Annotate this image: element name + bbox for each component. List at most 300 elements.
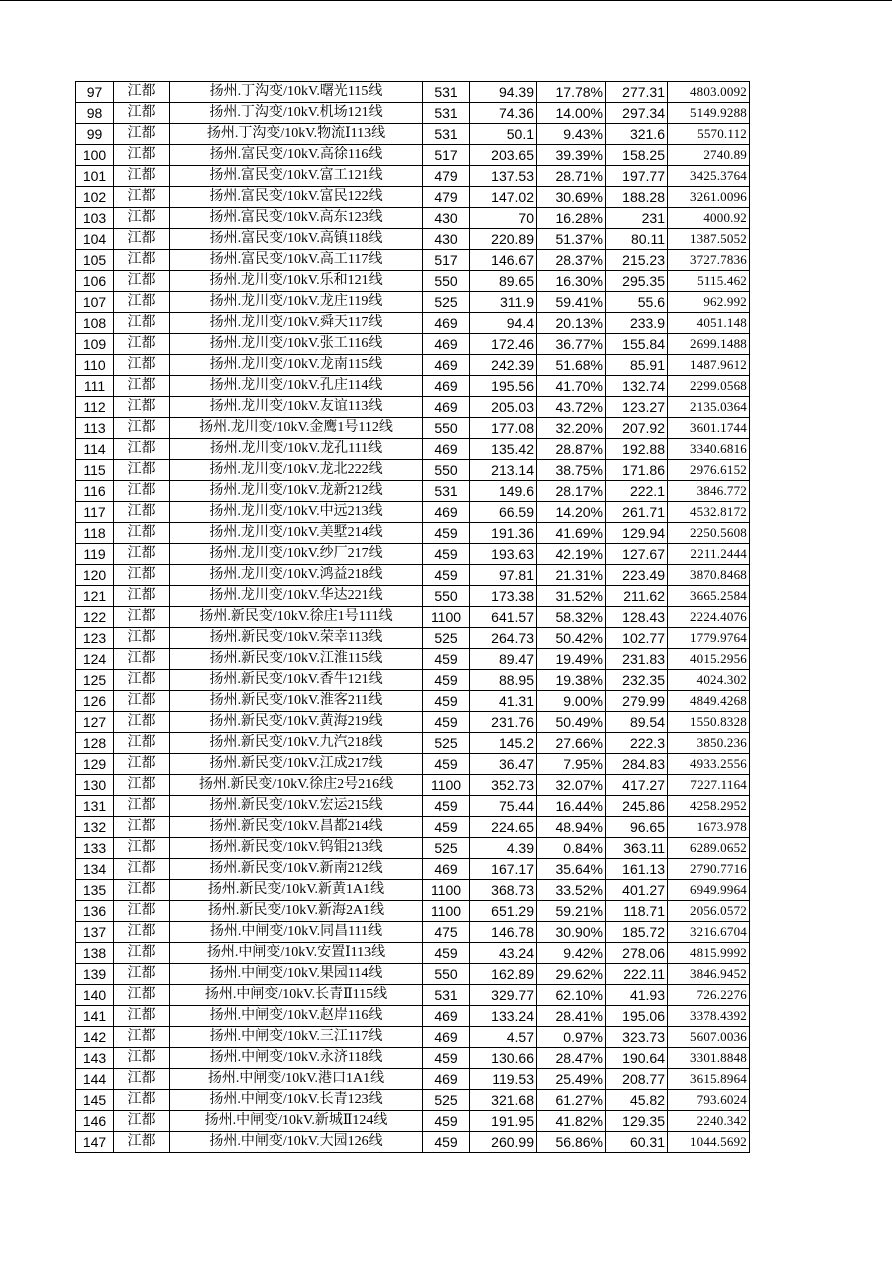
remaining-capacity-cell: 295.35 xyxy=(606,271,668,292)
load-rate-cell: 48.94% xyxy=(537,817,606,838)
feeder-name-cell: 扬州.新民变/10kV.淮客211线 xyxy=(170,691,423,712)
value-cell: 5149.9288 xyxy=(668,103,750,124)
feeder-name-cell: 扬州.龙川变/10kV.美墅214线 xyxy=(170,523,423,544)
feeder-name-cell: 扬州.龙川变/10kV.龙庄119线 xyxy=(170,292,423,313)
load-cell: 191.36 xyxy=(470,523,537,544)
remaining-capacity-cell: 297.34 xyxy=(606,103,668,124)
feeder-name-cell: 扬州.龙川变/10kV.孔庄114线 xyxy=(170,376,423,397)
load-rate-cell: 16.28% xyxy=(537,208,606,229)
district-cell: 江都 xyxy=(114,754,170,775)
value-cell: 4815.9992 xyxy=(668,943,750,964)
remaining-capacity-cell: 85.91 xyxy=(606,355,668,376)
load-rate-cell: 41.69% xyxy=(537,523,606,544)
feeder-name-cell: 扬州.龙川变/10kV.龙北222线 xyxy=(170,460,423,481)
table-row xyxy=(76,355,750,376)
capacity-cell: 469 xyxy=(423,355,470,376)
row-number: 130 xyxy=(76,775,114,796)
district-cell: 江都 xyxy=(114,796,170,817)
value-cell: 3261.0096 xyxy=(668,187,750,208)
load-cell: 167.17 xyxy=(470,859,537,880)
row-number: 134 xyxy=(76,859,114,880)
row-number: 102 xyxy=(76,187,114,208)
value-cell: 2790.7716 xyxy=(668,859,750,880)
table-row xyxy=(76,103,750,124)
table-row xyxy=(76,208,750,229)
district-cell: 江都 xyxy=(114,1048,170,1069)
load-rate-cell: 42.19% xyxy=(537,544,606,565)
capacity-cell: 459 xyxy=(423,1132,470,1153)
capacity-cell: 469 xyxy=(423,376,470,397)
feeder-name-cell: 扬州.龙川变/10kV.龙南115线 xyxy=(170,355,423,376)
load-rate-cell: 28.47% xyxy=(537,1048,606,1069)
district-cell: 江都 xyxy=(114,1006,170,1027)
value-cell: 793.6024 xyxy=(668,1090,750,1111)
district-cell: 江都 xyxy=(114,838,170,859)
district-cell: 江都 xyxy=(114,1027,170,1048)
row-number: 146 xyxy=(76,1111,114,1132)
feeder-name-cell: 扬州.新民变/10kV.黄海219线 xyxy=(170,712,423,733)
remaining-capacity-cell: 222.1 xyxy=(606,481,668,502)
table-row xyxy=(76,628,750,649)
value-cell: 4933.2556 xyxy=(668,754,750,775)
load-rate-cell: 35.64% xyxy=(537,859,606,880)
capacity-cell: 469 xyxy=(423,1006,470,1027)
load-rate-cell: 36.77% xyxy=(537,334,606,355)
remaining-capacity-cell: 207.92 xyxy=(606,418,668,439)
feeder-name-cell: 扬州.新民变/10kV.徐庄1号111线 xyxy=(170,607,423,628)
feeder-name-cell: 扬州.中闸变/10kV.同昌111线 xyxy=(170,922,423,943)
load-cell: 137.53 xyxy=(470,166,537,187)
capacity-cell: 459 xyxy=(423,649,470,670)
capacity-cell: 469 xyxy=(423,313,470,334)
capacity-cell: 550 xyxy=(423,460,470,481)
table-row xyxy=(76,775,750,796)
capacity-cell: 469 xyxy=(423,1027,470,1048)
value-cell: 3870.8468 xyxy=(668,565,750,586)
load-rate-cell: 50.49% xyxy=(537,712,606,733)
capacity-cell: 550 xyxy=(423,586,470,607)
row-number: 125 xyxy=(76,670,114,691)
load-cell: 162.89 xyxy=(470,964,537,985)
row-number: 113 xyxy=(76,418,114,439)
row-number: 145 xyxy=(76,1090,114,1111)
load-rate-cell: 39.39% xyxy=(537,145,606,166)
feeder-name-cell: 扬州.富民变/10kV.高工117线 xyxy=(170,250,423,271)
feeder-name-cell: 扬州.龙川变/10kV.龙孔111线 xyxy=(170,439,423,460)
capacity-cell: 1100 xyxy=(423,775,470,796)
row-number: 118 xyxy=(76,523,114,544)
load-cell: 66.59 xyxy=(470,502,537,523)
district-cell: 江都 xyxy=(114,733,170,754)
district-cell: 江都 xyxy=(114,628,170,649)
table-row xyxy=(76,754,750,775)
value-cell: 1550.8328 xyxy=(668,712,750,733)
value-cell: 2699.1488 xyxy=(668,334,750,355)
value-cell: 1044.5692 xyxy=(668,1132,750,1153)
value-cell: 2299.0568 xyxy=(668,376,750,397)
load-cell: 4.39 xyxy=(470,838,537,859)
row-number: 121 xyxy=(76,586,114,607)
row-number: 107 xyxy=(76,292,114,313)
capacity-cell: 479 xyxy=(423,187,470,208)
value-cell: 2976.6152 xyxy=(668,460,750,481)
load-rate-cell: 41.70% xyxy=(537,376,606,397)
table-row xyxy=(76,250,750,271)
remaining-capacity-cell: 161.13 xyxy=(606,859,668,880)
value-cell: 3378.4392 xyxy=(668,1006,750,1027)
page-top-border xyxy=(0,0,892,1)
load-rate-cell: 51.68% xyxy=(537,355,606,376)
load-rate-cell: 28.41% xyxy=(537,1006,606,1027)
load-cell: 651.29 xyxy=(470,901,537,922)
capacity-cell: 525 xyxy=(423,1090,470,1111)
row-number: 108 xyxy=(76,313,114,334)
value-cell: 3340.6816 xyxy=(668,439,750,460)
table-row xyxy=(76,607,750,628)
row-number: 115 xyxy=(76,460,114,481)
table-row xyxy=(76,271,750,292)
district-cell: 江都 xyxy=(114,712,170,733)
remaining-capacity-cell: 278.06 xyxy=(606,943,668,964)
load-rate-cell: 30.69% xyxy=(537,187,606,208)
remaining-capacity-cell: 323.73 xyxy=(606,1027,668,1048)
feeder-name-cell: 扬州.丁沟变/10kV.曙光115线 xyxy=(170,82,423,103)
row-number: 141 xyxy=(76,1006,114,1027)
remaining-capacity-cell: 190.64 xyxy=(606,1048,668,1069)
value-cell: 2240.342 xyxy=(668,1111,750,1132)
value-cell: 4051.148 xyxy=(668,313,750,334)
remaining-capacity-cell: 128.43 xyxy=(606,607,668,628)
load-cell: 260.99 xyxy=(470,1132,537,1153)
load-rate-cell: 59.41% xyxy=(537,292,606,313)
capacity-cell: 469 xyxy=(423,1069,470,1090)
load-cell: 88.95 xyxy=(470,670,537,691)
district-cell: 江都 xyxy=(114,964,170,985)
row-number: 114 xyxy=(76,439,114,460)
table-row xyxy=(76,733,750,754)
load-rate-cell: 14.20% xyxy=(537,502,606,523)
table-row xyxy=(76,481,750,502)
district-cell: 江都 xyxy=(114,208,170,229)
load-cell: 94.39 xyxy=(470,82,537,103)
district-cell: 江都 xyxy=(114,985,170,1006)
district-cell: 江都 xyxy=(114,1111,170,1132)
load-rate-cell: 0.97% xyxy=(537,1027,606,1048)
remaining-capacity-cell: 233.9 xyxy=(606,313,668,334)
load-rate-cell: 9.00% xyxy=(537,691,606,712)
remaining-capacity-cell: 132.74 xyxy=(606,376,668,397)
district-cell: 江都 xyxy=(114,166,170,187)
load-rate-cell: 28.37% xyxy=(537,250,606,271)
capacity-cell: 459 xyxy=(423,691,470,712)
remaining-capacity-cell: 123.27 xyxy=(606,397,668,418)
load-cell: 329.77 xyxy=(470,985,537,1006)
remaining-capacity-cell: 129.94 xyxy=(606,523,668,544)
row-number: 100 xyxy=(76,145,114,166)
table-row xyxy=(76,1111,750,1132)
load-rate-cell: 28.17% xyxy=(537,481,606,502)
district-cell: 江都 xyxy=(114,670,170,691)
capacity-cell: 550 xyxy=(423,418,470,439)
capacity-cell: 459 xyxy=(423,712,470,733)
remaining-capacity-cell: 211.62 xyxy=(606,586,668,607)
feeder-name-cell: 扬州.新民变/10kV.香牛121线 xyxy=(170,670,423,691)
remaining-capacity-cell: 279.99 xyxy=(606,691,668,712)
table-row xyxy=(76,565,750,586)
value-cell: 2056.0572 xyxy=(668,901,750,922)
feeder-name-cell: 扬州.龙川变/10kV.鸿益218线 xyxy=(170,565,423,586)
load-cell: 97.81 xyxy=(470,565,537,586)
remaining-capacity-cell: 41.93 xyxy=(606,985,668,1006)
row-number: 129 xyxy=(76,754,114,775)
row-number: 139 xyxy=(76,964,114,985)
value-cell: 1487.9612 xyxy=(668,355,750,376)
district-cell: 江都 xyxy=(114,649,170,670)
row-number: 124 xyxy=(76,649,114,670)
district-cell: 江都 xyxy=(114,103,170,124)
load-rate-cell: 33.52% xyxy=(537,880,606,901)
row-number: 112 xyxy=(76,397,114,418)
table-row xyxy=(76,691,750,712)
district-cell: 江都 xyxy=(114,523,170,544)
remaining-capacity-cell: 195.06 xyxy=(606,1006,668,1027)
table-row xyxy=(76,712,750,733)
row-number: 135 xyxy=(76,880,114,901)
remaining-capacity-cell: 55.6 xyxy=(606,292,668,313)
feeder-name-cell: 扬州.龙川变/10kV.金鹰1号112线 xyxy=(170,418,423,439)
remaining-capacity-cell: 245.86 xyxy=(606,796,668,817)
capacity-cell: 517 xyxy=(423,145,470,166)
district-cell: 江都 xyxy=(114,481,170,502)
row-number: 101 xyxy=(76,166,114,187)
remaining-capacity-cell: 222.3 xyxy=(606,733,668,754)
load-cell: 89.65 xyxy=(470,271,537,292)
table-row xyxy=(76,544,750,565)
feeder-name-cell: 扬州.新民变/10kV.新黄1A1线 xyxy=(170,880,423,901)
table-row xyxy=(76,880,750,901)
feeder-name-cell: 扬州.龙川变/10kV.纱厂217线 xyxy=(170,544,423,565)
load-cell: 133.24 xyxy=(470,1006,537,1027)
load-cell: 41.31 xyxy=(470,691,537,712)
load-rate-cell: 14.00% xyxy=(537,103,606,124)
load-cell: 119.53 xyxy=(470,1069,537,1090)
value-cell: 5115.462 xyxy=(668,271,750,292)
load-rate-cell: 29.62% xyxy=(537,964,606,985)
table-row xyxy=(76,376,750,397)
row-number: 131 xyxy=(76,796,114,817)
capacity-cell: 459 xyxy=(423,670,470,691)
feeder-name-cell: 扬州.龙川变/10kV.张工116线 xyxy=(170,334,423,355)
value-cell: 2135.0364 xyxy=(668,397,750,418)
feeder-name-cell: 扬州.中闸变/10kV.大园126线 xyxy=(170,1132,423,1153)
load-rate-cell: 38.75% xyxy=(537,460,606,481)
capacity-cell: 531 xyxy=(423,103,470,124)
remaining-capacity-cell: 401.27 xyxy=(606,880,668,901)
district-cell: 江都 xyxy=(114,250,170,271)
table-row xyxy=(76,1090,750,1111)
load-rate-cell: 61.27% xyxy=(537,1090,606,1111)
value-cell: 3615.8964 xyxy=(668,1069,750,1090)
load-cell: 130.66 xyxy=(470,1048,537,1069)
row-number: 128 xyxy=(76,733,114,754)
district-cell: 江都 xyxy=(114,439,170,460)
capacity-cell: 459 xyxy=(423,817,470,838)
load-cell: 172.46 xyxy=(470,334,537,355)
row-number: 138 xyxy=(76,943,114,964)
capacity-cell: 469 xyxy=(423,859,470,880)
load-rate-cell: 32.07% xyxy=(537,775,606,796)
remaining-capacity-cell: 363.11 xyxy=(606,838,668,859)
district-cell: 江都 xyxy=(114,376,170,397)
capacity-cell: 430 xyxy=(423,229,470,250)
load-rate-cell: 19.38% xyxy=(537,670,606,691)
remaining-capacity-cell: 261.71 xyxy=(606,502,668,523)
value-cell: 4532.8172 xyxy=(668,502,750,523)
load-rate-cell: 28.71% xyxy=(537,166,606,187)
feeder-name-cell: 扬州.新民变/10kV.九汽218线 xyxy=(170,733,423,754)
feeder-name-cell: 扬州.富民变/10kV.富民122线 xyxy=(170,187,423,208)
feeder-name-cell: 扬州.中闸变/10kV.永济118线 xyxy=(170,1048,423,1069)
feeder-name-cell: 扬州.丁沟变/10kV.机场121线 xyxy=(170,103,423,124)
load-cell: 4.57 xyxy=(470,1027,537,1048)
value-cell: 3846.9452 xyxy=(668,964,750,985)
remaining-capacity-cell: 45.82 xyxy=(606,1090,668,1111)
table-row xyxy=(76,187,750,208)
table-row xyxy=(76,145,750,166)
feeder-name-cell: 扬州.富民变/10kV.高东123线 xyxy=(170,208,423,229)
feeder-name-cell: 扬州.龙川变/10kV.华达221线 xyxy=(170,586,423,607)
row-number: 147 xyxy=(76,1132,114,1153)
remaining-capacity-cell: 188.28 xyxy=(606,187,668,208)
row-number: 133 xyxy=(76,838,114,859)
load-rate-cell: 9.43% xyxy=(537,124,606,145)
remaining-capacity-cell: 129.35 xyxy=(606,1111,668,1132)
capacity-cell: 531 xyxy=(423,82,470,103)
load-rate-cell: 16.44% xyxy=(537,796,606,817)
load-cell: 147.02 xyxy=(470,187,537,208)
table-row xyxy=(76,817,750,838)
load-rate-cell: 27.66% xyxy=(537,733,606,754)
load-rate-cell: 50.42% xyxy=(537,628,606,649)
load-rate-cell: 0.84% xyxy=(537,838,606,859)
district-cell: 江都 xyxy=(114,418,170,439)
value-cell: 1779.9764 xyxy=(668,628,750,649)
load-cell: 135.42 xyxy=(470,439,537,460)
load-rate-cell: 21.31% xyxy=(537,565,606,586)
district-cell: 江都 xyxy=(114,124,170,145)
feeder-name-cell: 扬州.中闸变/10kV.赵岸116线 xyxy=(170,1006,423,1027)
value-cell: 1387.5052 xyxy=(668,229,750,250)
feeder-name-cell: 扬州.富民变/10kV.高镇118线 xyxy=(170,229,423,250)
table-row xyxy=(76,943,750,964)
remaining-capacity-cell: 231 xyxy=(606,208,668,229)
table-row xyxy=(76,523,750,544)
capacity-cell: 1100 xyxy=(423,901,470,922)
remaining-capacity-cell: 321.6 xyxy=(606,124,668,145)
row-number: 140 xyxy=(76,985,114,1006)
district-cell: 江都 xyxy=(114,187,170,208)
feeder-name-cell: 扬州.龙川变/10kV.乐和121线 xyxy=(170,271,423,292)
value-cell: 3301.8848 xyxy=(668,1048,750,1069)
row-number: 126 xyxy=(76,691,114,712)
value-cell: 726.2276 xyxy=(668,985,750,1006)
capacity-cell: 525 xyxy=(423,292,470,313)
remaining-capacity-cell: 80.11 xyxy=(606,229,668,250)
row-number: 123 xyxy=(76,628,114,649)
load-rate-cell: 9.42% xyxy=(537,943,606,964)
table-row xyxy=(76,334,750,355)
load-cell: 231.76 xyxy=(470,712,537,733)
capacity-cell: 550 xyxy=(423,271,470,292)
table-row xyxy=(76,922,750,943)
load-cell: 641.57 xyxy=(470,607,537,628)
table-row xyxy=(76,460,750,481)
table-row xyxy=(76,649,750,670)
capacity-cell: 459 xyxy=(423,544,470,565)
load-rate-cell: 19.49% xyxy=(537,649,606,670)
row-number: 116 xyxy=(76,481,114,502)
feeder-name-cell: 扬州.新民变/10kV.江淮115线 xyxy=(170,649,423,670)
load-cell: 264.73 xyxy=(470,628,537,649)
row-number: 122 xyxy=(76,607,114,628)
load-cell: 205.03 xyxy=(470,397,537,418)
load-cell: 368.73 xyxy=(470,880,537,901)
row-number: 132 xyxy=(76,817,114,838)
value-cell: 4803.0092 xyxy=(668,82,750,103)
district-cell: 江都 xyxy=(114,544,170,565)
load-rate-cell: 56.86% xyxy=(537,1132,606,1153)
row-number: 106 xyxy=(76,271,114,292)
capacity-cell: 430 xyxy=(423,208,470,229)
table-row xyxy=(76,796,750,817)
load-rate-cell: 17.78% xyxy=(537,82,606,103)
district-cell: 江都 xyxy=(114,880,170,901)
row-number: 105 xyxy=(76,250,114,271)
table-row xyxy=(76,985,750,1006)
load-rate-cell: 43.72% xyxy=(537,397,606,418)
load-cell: 94.4 xyxy=(470,313,537,334)
capacity-cell: 525 xyxy=(423,838,470,859)
feeder-load-table xyxy=(75,81,750,1153)
table-row xyxy=(76,670,750,691)
load-rate-cell: 20.13% xyxy=(537,313,606,334)
row-number: 136 xyxy=(76,901,114,922)
table-row xyxy=(76,1027,750,1048)
load-cell: 75.44 xyxy=(470,796,537,817)
row-number: 109 xyxy=(76,334,114,355)
table-row xyxy=(76,502,750,523)
value-cell: 2740.89 xyxy=(668,145,750,166)
remaining-capacity-cell: 277.31 xyxy=(606,82,668,103)
remaining-capacity-cell: 417.27 xyxy=(606,775,668,796)
remaining-capacity-cell: 155.84 xyxy=(606,334,668,355)
table-row xyxy=(76,439,750,460)
load-rate-cell: 51.37% xyxy=(537,229,606,250)
district-cell: 江都 xyxy=(114,565,170,586)
district-cell: 江都 xyxy=(114,82,170,103)
load-rate-cell: 62.10% xyxy=(537,985,606,1006)
value-cell: 3601.1744 xyxy=(668,418,750,439)
value-cell: 1673.978 xyxy=(668,817,750,838)
district-cell: 江都 xyxy=(114,502,170,523)
feeder-name-cell: 扬州.龙川变/10kV.友谊113线 xyxy=(170,397,423,418)
remaining-capacity-cell: 102.77 xyxy=(606,628,668,649)
remaining-capacity-cell: 223.49 xyxy=(606,565,668,586)
feeder-name-cell: 扬州.新民变/10kV.新海2A1线 xyxy=(170,901,423,922)
value-cell: 5570.112 xyxy=(668,124,750,145)
district-cell: 江都 xyxy=(114,397,170,418)
capacity-cell: 459 xyxy=(423,754,470,775)
